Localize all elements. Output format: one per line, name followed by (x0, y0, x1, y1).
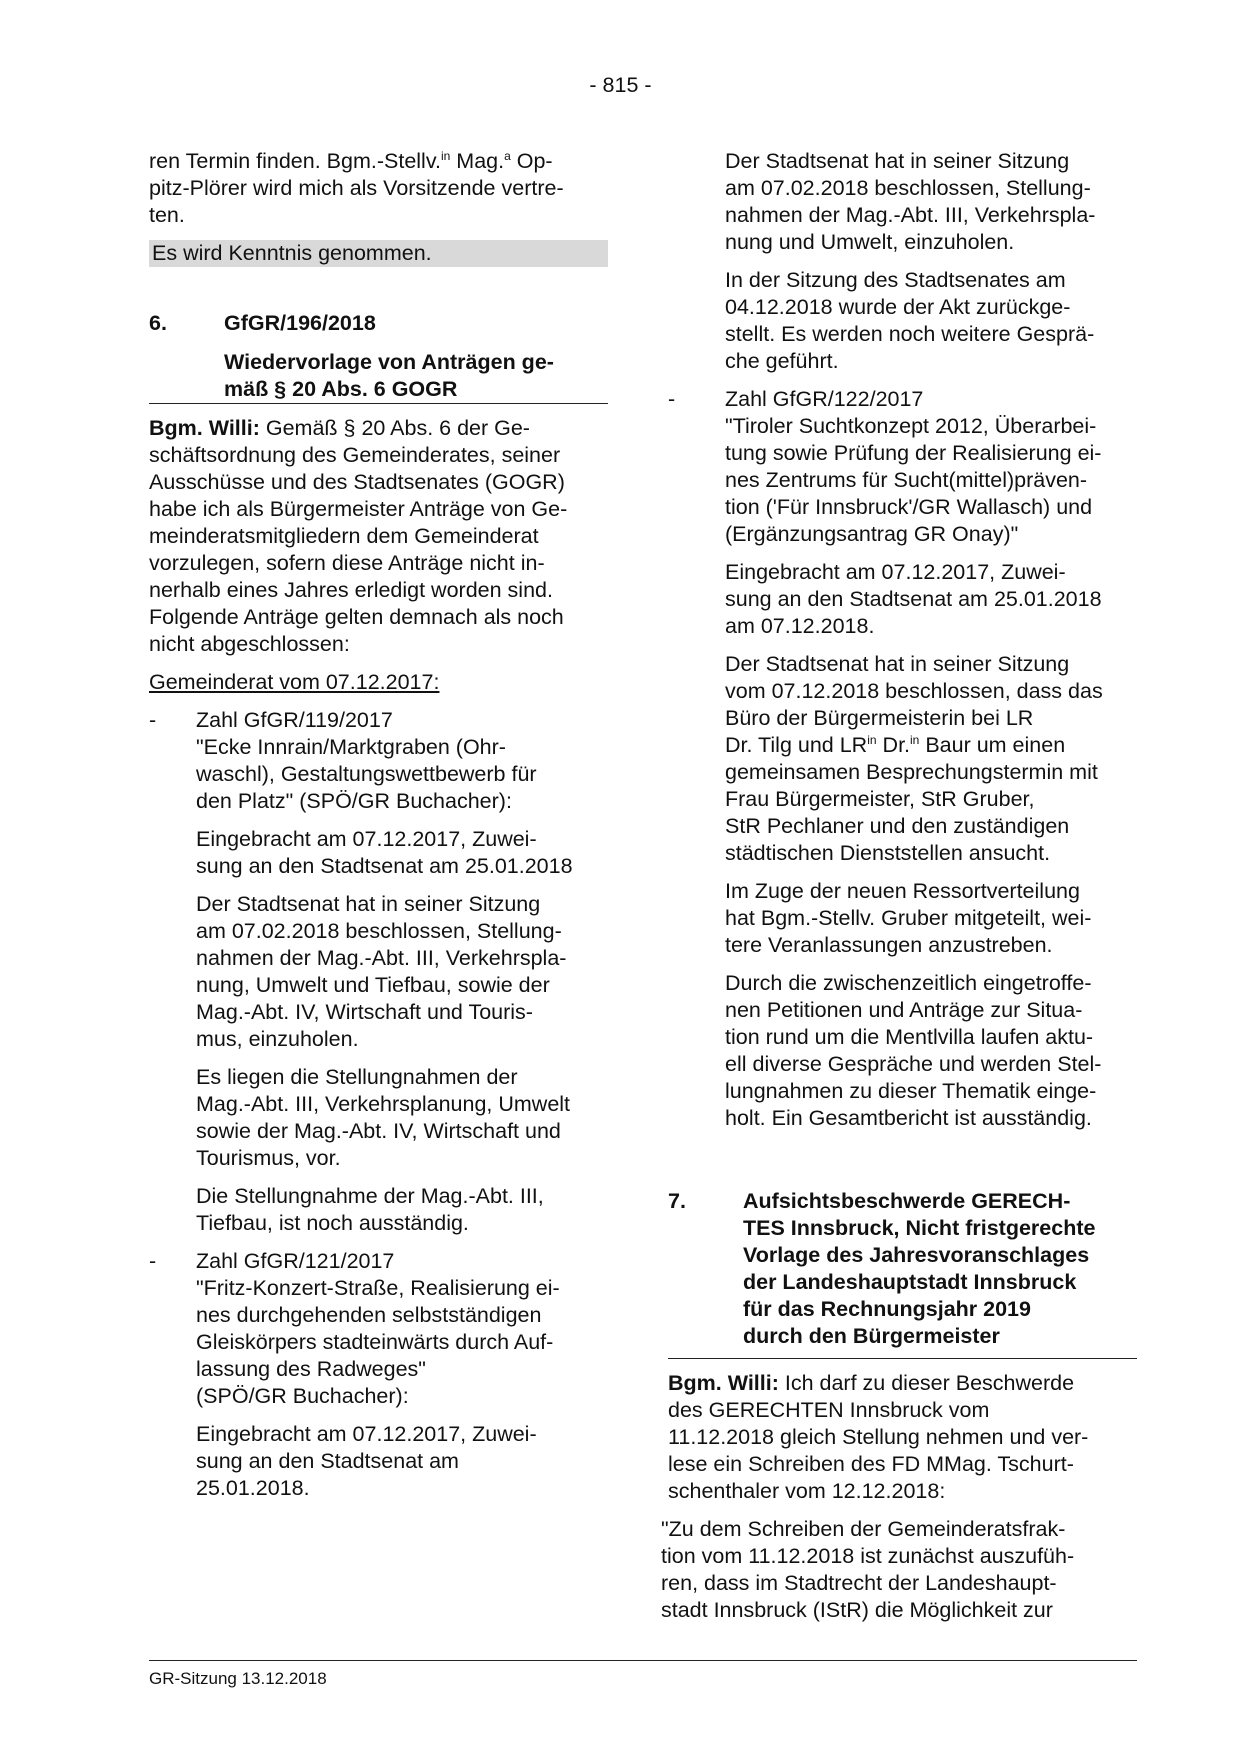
list-item-paragraph: Der Stadtsenat hat in seiner Sitzung am 07.02.2018 beschlossen, Stellung- nahmen der Mag.-Abt. III, Verkehrspla- nung, Umwelt und Tiefbau, sowie der Mag.-Abt. IV, Wirtschaft und Touris- mus, einzuholen. (196, 892, 567, 1051)
list-item-paragraph: Die Stellungnahme der Mag.-Abt. III, Tiefbau, ist noch ausständig. (196, 1184, 544, 1235)
list-item-paragraph: In der Sitzung des Stadtsenates am 04.12.2018 wurde der Akt zurückge- stellt. Es werden noch weitere Gesprä- che geführt. (725, 268, 1095, 373)
list-item-paragraph: Es liegen die Stellungnahmen der Mag.-Abt. III, Verkehrsplanung, Umwelt sowie der Mag.-Abt. IV, Wirtschaft und Tourismus, vor. (196, 1065, 571, 1170)
list-item-paragraph: Durch die zwischenzeitlich eingetroffe- nen Petitionen und Anträge zur Situa- tion rund um die Mentlvilla laufen aktu- ell diverse Gespräche und werden Stel- lungnahmen zu dieser Thematik einge- holt. Ein Gesamtbericht ist ausständig. (725, 971, 1102, 1130)
quote-paragraph: "Zu dem Schreiben der Gemeinderatsfrak- tion vom 11.12.2018 ist zunächst auszufüh- ren, dass im Stadtrecht der Landeshaupt- stadt Innsbruck (IStR) die Möglichkeit zur (661, 1517, 1075, 1622)
list-item-paragraph: Im Zuge der neuen Ressortverteilung hat Bgm.-Stellv. Gruber mitgeteilt, wei- tere Veranlassungen anzustreben. (725, 879, 1092, 957)
list-item-paragraph: Der Stadtsenat hat in seiner Sitzung vom 07.12.2018 beschlossen, dass das Büro der Bürgermeisterin bei LR Dr. Tilg und $LR^{in}$ Dr.$^{in}$ Baur um einen gemeinsamen Besprechungstermin mit Frau Bürgermeister, StR Gruber, StR Pechlaner und den zuständigen städtischen Dienststellen ansucht. (725, 652, 1103, 865)
page-number: - 815 - (589, 73, 652, 97)
statement-paragraph: Bgm. Willi: Gemäß § 20 Abs. 6 der Ge- schäftsordnung des Gemeinderates, seiner Ausschüsse und des Stadtsenates (GOGR) habe ich als Bürgermeister Anträge von Ge- meinderatsmitgliedern dem Gemeinderat vorzulegen, sofern diese Anträge nicht in- nerhalb eines Jahres erledigt worden sind. Folgende Anträge gelten demnach als noch nicht abgeschlossen: (149, 416, 568, 656)
speaker-name: Bgm. Willi: (668, 1371, 779, 1395)
list-item: - Zahl GfGR/119/2017 "Ecke Innrain/Marktgraben (Ohr- waschl), Gestaltungswettbewerb für den Platz" (SPÖ/GR Buchacher): (149, 708, 537, 813)
council-date-heading: Gemeinderat vom 07.12.2017: (149, 670, 440, 694)
section-6-heading (149, 310, 608, 337)
list-item-paragraph: Eingebracht am 07.12.2017, Zuwei- sung an den Stadtsenat am 25.01.2018 am 07.12.2018. (725, 560, 1102, 638)
section-6-title: Wiedervorlage von Anträgen ge- mäß § 20 Abs. 6 GOGR (224, 350, 554, 401)
left-column (149, 148, 608, 1513)
right-column (661, 148, 1137, 1635)
list-item-paragraph: Der Stadtsenat hat in seiner Sitzung am 07.02.2018 beschlossen, Stellung- nahmen der Mag.-Abt. III, Verkehrspla- nung und Umwelt, einzuholen. (725, 149, 1096, 254)
section-code: GfGR/196/2018 (224, 311, 376, 335)
section-7-heading (668, 1188, 1137, 1350)
list-item-paragraph: Eingebracht am 07.12.2017, Zuwei- sung an den Stadtsenat am 25.01.2018. (196, 1422, 537, 1500)
list-item: - Zahl GfGR/122/2017 "Tiroler Suchtkonzept 2012, Überarbei- tung sowie Prüfung der Realisierung ei- nes Zentrums für Sucht(mittel)präven- tion ('Für Innsbruck'/GR Wallasch) und (Ergänzungsantrag GR Onay)" (668, 387, 1102, 546)
speaker-name: Bgm. Willi: (149, 416, 260, 440)
section-number: 7. (668, 1189, 686, 1213)
section-divider (149, 403, 608, 404)
statement-paragraph: Bgm. Willi: Ich darf zu dieser Beschwerde des GERECHTEN Innsbruck vom 11.12.2018 gleich Stellung nehmen und ver- lese ein Schreiben des FD MMag. Tschurt- schenthaler vom 12.12.2018: (668, 1371, 1089, 1503)
footer-session-label: GR-Sitzung 13.12.2018 (149, 1669, 327, 1688)
intro-paragraph: ren Termin finden. Bgm.-Stellv.$^{in}$ Mag.$^a$ Op- pitz-Plörer wird mich als Vorsitzende vertre- ten. (149, 148, 564, 227)
section-7-title: Aufsichtsbeschwerde GERECH- TES Innsbruck, Nicht fristgerechte Vorlage des Jahresvoranschlages der Landeshauptstadt Innsbruck für das Rechnungsjahr 2019 durch den Bürgermeister (743, 1189, 1096, 1348)
list-item: - Zahl GfGR/121/2017 "Fritz-Konzert-Straße, Realisierung ei- nes durchgehenden selbstständigen Gleiskörpers stadteinwärts durch Auf- lassung des Radweges" (SPÖ/GR Buchacher): (149, 1249, 560, 1408)
footer-divider (149, 1660, 1137, 1661)
list-item-paragraph: Eingebracht am 07.12.2017, Zuwei- sung an den Stadtsenat am 25.01.2018 (196, 827, 573, 878)
noted-remark: Es wird Kenntnis genommen. (149, 240, 608, 267)
section-divider (668, 1358, 1137, 1359)
section-number: 6. (149, 311, 167, 335)
